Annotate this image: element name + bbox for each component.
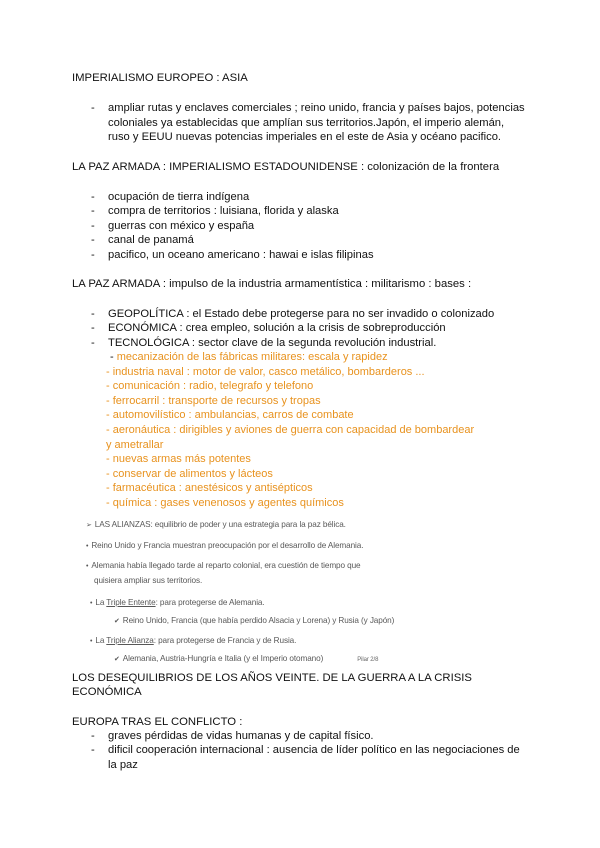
sub-item-orange: - comunicación : radio, telegrafo y telefono [106,380,314,392]
sub-item-orange: - ferrocarril : transporte de recursos y tropas [106,395,321,407]
list-item [91,190,250,205]
list-item [91,233,194,248]
section-title-europa-tras-conflicto: EUROPA TRAS EL CONFLICTO : [72,716,243,728]
section-title-imperialismo-europeo: IMPERIALISMO EUROPEO : ASIA [72,72,248,84]
sub-item-orange: - conservar de alimentos y lácteos [106,468,273,480]
scan-page-note: Pilar 2/8 [357,657,379,663]
list-item-text: pacifico, un oceano americano : hawai e islas filipinas [108,249,374,261]
bullet-icon: • [90,600,93,607]
list-item-text: dificil cooperación internacional : ausencia de líder político en las negociaciones de la paz [108,744,520,771]
bullet-dash: - [91,730,95,742]
scan-line [114,654,378,665]
sub-item-orange: - farmacéutica : anestésicos y antisépticos [106,482,313,494]
list-item [91,204,339,219]
scan-line [90,598,265,609]
list-item-text: compra de territorios : luisiana, florida y alaska [108,205,339,217]
sub-item-orange: - aeronáutica : dirigibles y aviones de guerra con capacidad de bombardear y ametrallar [106,424,475,451]
bullet-dash: - [91,191,95,203]
sub-item-orange [110,350,388,365]
list-item [91,307,495,322]
section-title-desequilibrios: LOS DESEQUILIBRIOS DE LOS AÑOS VEINTE. DE LA GUERRA A LA CRISIS ECONÓMICA [72,672,472,698]
sub-item-orange: - química : gases venenosos y agentes químicos [106,497,344,509]
list-item [91,219,255,234]
scan-line [90,636,296,647]
list-item-text: guerras con méxico y españa [108,220,255,232]
scan-line [86,541,363,552]
list-item [91,743,528,772]
scan-text: La [95,598,107,607]
bullet-dash: - [91,102,95,114]
section-title-imperialismo-estadounidense: LA PAZ ARMADA : IMPERIALISMO ESTADOUNIDENSE : colonización de la frontera [72,161,500,173]
scan-line: quisiera ampliar sus territorios. [94,576,203,585]
bullet-dash: - [91,220,95,232]
sub-item-text: mecanización de las fábricas militares: escala y rapidez [116,351,388,363]
scan-underlined: Triple Entente [106,598,156,607]
list-item-text: ECONÓMICA : crea empleo, solución a la crisis de sobreproducción [108,322,446,334]
list-item [91,101,528,145]
bullet-dash: - [91,322,95,334]
bullet-dash: - [91,337,95,349]
bullet-dash: - [91,249,95,261]
scan-text: La [95,636,107,645]
list-item-text: canal de panamá [108,234,194,246]
sub-item-orange: - nuevas armas más potentes [106,453,251,465]
section-title-paz-armada-industria: LA PAZ ARMADA : impulso de la industria armamentística : militarismo : bases : [72,278,472,290]
scan-line [86,520,346,531]
checkmark-icon: ✔ [114,656,120,663]
scan-text: : para protegerse de Alemania. [155,598,265,607]
sub-item-orange: - automovilístico : ambulancias, carros de combate [106,409,354,421]
scan-text: Reino Unido y Francia muestran preocupación por el desarrollo de Alemania. [91,541,364,550]
list-item-text: TECNOLÓGICA : sector clave de la segunda revolución industrial. [108,337,437,349]
bullet-icon: • [86,543,89,550]
scan-text: Reino Unido, Francia (que había perdido Alsacia y Lorena) y Rusia (y Japón) [122,616,395,625]
scan-underlined: Triple Alianza [106,636,154,645]
list-item [91,336,437,351]
sub-item-orange: - industria naval : motor de valor, casco metálico, bombarderos ... [106,366,425,378]
sub-item-dash: - [110,351,114,363]
bullet-dash: - [91,205,95,217]
bullet-dash: - [91,234,95,246]
list-item-text: graves pérdidas de vidas humanas y de capital físico. [108,730,374,742]
scan-text: Alemania había llegado tarde al reparto colonial, era cuestión de tiempo que [91,561,361,570]
scan-text: LAS ALIANZAS: equilibrio de poder y una estrategia para la paz bélica. [94,520,346,529]
arrow-icon: ➢ [86,522,92,529]
scan-line [86,561,361,572]
list-item [91,248,374,263]
scan-text: Alemania, Austria-Hungría e Italia (y el Imperio otomano) [122,654,324,663]
list-item-text: ocupación de tierra indígena [108,191,250,203]
bullet-icon: • [86,563,89,570]
bullet-icon: • [90,638,93,645]
list-item-text: GEOPOLÍTICA : el Estado debe protegerse para no ser invadido o colonizado [108,308,495,320]
bullet-dash: - [91,308,95,320]
list-item [91,321,446,336]
bullet-dash: - [91,744,95,756]
scan-line [114,616,394,627]
list-item [91,729,374,744]
scan-text: : para protegerse de Francia y de Rusia. [153,636,297,645]
checkmark-icon: ✔ [114,618,120,625]
list-item-text: ampliar rutas y enclaves comerciales ; reino unido, francia y países bajos, potencias coloniales ya establecidas que amplían sus territorios.Japón, el imperio alemán, ruso y EEUU nuevas potencias imperiales en el este de Asia y océano pacifico. [108,102,525,144]
